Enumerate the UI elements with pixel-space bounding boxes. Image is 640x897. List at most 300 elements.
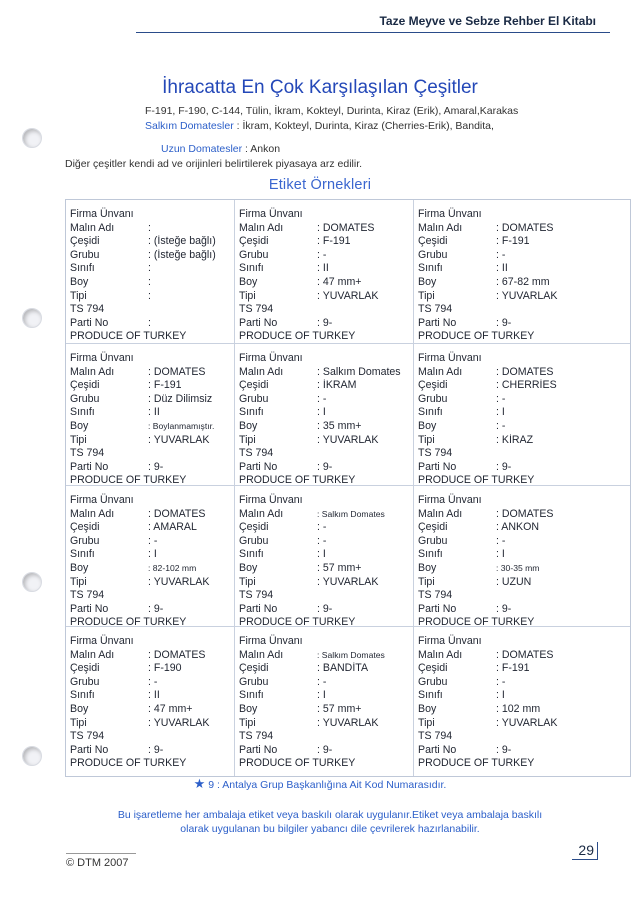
- label-field-row: [70, 290, 230, 304]
- field-name: Malın Adı: [418, 221, 463, 234]
- field-value: : I: [317, 406, 326, 419]
- field-value: : 57 mm+: [317, 702, 362, 715]
- label-card: [66, 200, 235, 344]
- label-field-row: [418, 262, 626, 276]
- field-name: Grubu: [70, 534, 100, 547]
- label-field-row: [418, 676, 626, 690]
- label-field-row: [239, 235, 409, 249]
- origin-label: PRODUCE OF TURKEY: [418, 757, 535, 770]
- standard-code: TS 794: [70, 447, 105, 460]
- label-field-row: [70, 717, 230, 731]
- field-name: Çeşidi: [70, 662, 100, 675]
- star-icon: ★: [193, 776, 206, 791]
- field-value: : F-191: [317, 235, 351, 248]
- field-value: : -: [317, 248, 327, 261]
- field-value: : 9-: [317, 743, 333, 756]
- label-field-row: [239, 521, 409, 535]
- intro-line: F-191, F-190, C-144, Tülin, İkram, Kokteyl, Durinta, Kiraz (Erik), Amaral,Karakas: [145, 105, 519, 117]
- label-field-row: [418, 576, 626, 590]
- firma-label: Firma Ünvanı: [418, 352, 482, 364]
- field-name: Malın Adı: [418, 507, 463, 520]
- label-field-row: [239, 420, 409, 434]
- field-name: Boy: [418, 275, 437, 288]
- intro-text: [65, 104, 625, 172]
- field-value: :: [148, 316, 151, 329]
- field-name: Tipi: [418, 716, 435, 729]
- field-name: Sınıfı: [70, 262, 95, 275]
- label-field-row: [418, 290, 626, 304]
- label-card: [66, 486, 235, 627]
- binder-hole: [22, 308, 42, 328]
- label-field-row: [70, 562, 230, 576]
- field-name: Sınıfı: [70, 406, 95, 419]
- field-name: Grubu: [239, 675, 269, 688]
- label-field-row: [239, 717, 409, 731]
- labeling-note: [60, 808, 600, 836]
- origin-label: PRODUCE OF TURKEY: [70, 757, 187, 770]
- field-value: : 47 mm+: [317, 275, 362, 288]
- standard-code: TS 794: [70, 589, 105, 602]
- label-field-row: [418, 379, 626, 393]
- footnote: [0, 776, 640, 792]
- origin-label: PRODUCE OF TURKEY: [418, 616, 535, 627]
- label-field-row: [239, 535, 409, 549]
- label-field-row: [70, 235, 230, 249]
- field-value: : UZUN: [496, 575, 532, 588]
- label-field-row: [418, 535, 626, 549]
- label-field-row: [70, 393, 230, 407]
- label-field-row: [70, 262, 230, 276]
- firma-label: Firma Ünvanı: [239, 494, 303, 506]
- label-field-row: [239, 676, 409, 690]
- origin-label: PRODUCE OF TURKEY: [70, 330, 187, 343]
- field-name: Parti No: [418, 743, 457, 756]
- field-name: Malın Adı: [239, 365, 284, 378]
- origin-label: PRODUCE OF TURKEY: [418, 474, 535, 486]
- field-value: : I: [317, 689, 326, 702]
- field-value: : DOMATES: [148, 648, 206, 661]
- label-field-row: [239, 548, 409, 562]
- field-name: Grubu: [418, 392, 448, 405]
- intro-label: Salkım Domatesler: [145, 120, 234, 132]
- field-value: : 57 mm+: [317, 561, 362, 574]
- label-field-row: [70, 521, 230, 535]
- label-field-row: [70, 317, 230, 331]
- standard-code: TS 794: [239, 303, 274, 316]
- label-field-row: [418, 235, 626, 249]
- field-name: Parti No: [418, 602, 457, 615]
- label-field-row: [239, 406, 409, 420]
- label-field-row: [239, 508, 409, 522]
- firma-label: Firma Ünvanı: [70, 494, 134, 506]
- field-value: : -: [496, 419, 506, 432]
- field-name: Boy: [239, 419, 258, 432]
- field-name: Tipi: [239, 575, 256, 588]
- field-value: : 9-: [496, 460, 512, 473]
- standard-code: TS 794: [418, 303, 453, 316]
- field-value: : (İsteğe bağlı): [148, 235, 216, 248]
- label-field-row: [418, 406, 626, 420]
- intro-value: : Ankon: [242, 143, 281, 155]
- label-field-row: [239, 662, 409, 676]
- field-value: : F-191: [496, 662, 530, 675]
- page-title: İhracatta En Çok Karşılaşılan Çeşitler: [162, 76, 478, 98]
- note-line: Bu işaretleme her ambalaja etiket veya baskılı olarak uygulanır.Etiket veya ambalaja baskılı: [117, 809, 543, 821]
- field-value: : 9-: [496, 743, 512, 756]
- field-value: : KİRAZ: [496, 433, 534, 446]
- field-value: : Salkım Domates: [317, 649, 385, 660]
- field-value: : 102 mm: [496, 702, 541, 715]
- field-name: Tipi: [70, 575, 87, 588]
- field-name: Tipi: [418, 433, 435, 446]
- field-value: : DOMATES: [496, 507, 554, 520]
- section-subtitle: Etiket Örnekleri: [268, 177, 372, 193]
- label-examples-grid: [65, 199, 631, 777]
- field-value: : -: [317, 392, 327, 405]
- standard-code: TS 794: [239, 447, 274, 460]
- field-name: Parti No: [239, 316, 278, 329]
- standard-code: TS 794: [418, 730, 453, 743]
- firma-label: Firma Ünvanı: [239, 635, 303, 647]
- field-name: Parti No: [70, 602, 109, 615]
- field-value: : -: [496, 392, 506, 405]
- label-field-row: [70, 222, 230, 236]
- field-name: Çeşidi: [239, 662, 269, 675]
- label-field-row: [418, 317, 626, 331]
- copyright-rule: [66, 853, 136, 854]
- binder-hole: [22, 746, 42, 766]
- label-field-row: [418, 521, 626, 535]
- label-field-row: [70, 744, 230, 758]
- firma-label: Firma Ünvanı: [418, 208, 482, 220]
- label-field-row: [239, 649, 409, 663]
- field-name: Boy: [418, 561, 437, 574]
- origin-label: PRODUCE OF TURKEY: [239, 757, 356, 770]
- field-value: :: [148, 221, 151, 234]
- field-value: : II: [496, 262, 508, 275]
- label-field-row: [418, 222, 626, 236]
- field-value: : -: [496, 534, 506, 547]
- field-name: Çeşidi: [239, 379, 269, 392]
- field-name: Çeşidi: [70, 235, 100, 248]
- field-value: : Boylanmamıştır.: [148, 420, 215, 431]
- standard-code: TS 794: [418, 447, 453, 460]
- field-value: :: [148, 262, 151, 275]
- label-field-row: [70, 434, 230, 448]
- label-field-row: [70, 603, 230, 617]
- label-card: [235, 200, 414, 344]
- label-field-row: [418, 249, 626, 263]
- field-name: Parti No: [70, 743, 109, 756]
- footnote-text: 9 : Antalya Grup Başkanlığına Ait Kod Numarasıdır.: [205, 779, 447, 791]
- field-name: Çeşidi: [239, 235, 269, 248]
- label-field-row: [239, 222, 409, 236]
- field-name: Grubu: [418, 675, 448, 688]
- field-name: Sınıfı: [239, 262, 264, 275]
- field-value: : YUVARLAK: [148, 433, 210, 446]
- field-name: Parti No: [239, 460, 278, 473]
- field-name: Grubu: [70, 248, 100, 261]
- field-name: Grubu: [70, 675, 100, 688]
- field-name: Malın Adı: [239, 507, 284, 520]
- field-name: Malın Adı: [239, 221, 284, 234]
- field-name: Grubu: [70, 392, 100, 405]
- field-value: : BANDİTA: [317, 662, 369, 675]
- standard-code: TS 794: [239, 589, 274, 602]
- label-field-row: [418, 548, 626, 562]
- firma-label: Firma Ünvanı: [418, 635, 482, 647]
- field-value: : DOMATES: [148, 365, 206, 378]
- label-field-row: [418, 744, 626, 758]
- field-value: : 9-: [317, 602, 333, 615]
- standard-code: TS 794: [239, 730, 274, 743]
- field-value: : DOMATES: [496, 648, 554, 661]
- field-name: Sınıfı: [239, 689, 264, 702]
- label-field-row: [70, 249, 230, 263]
- label-field-row: [239, 393, 409, 407]
- label-field-row: [239, 379, 409, 393]
- field-value: : I: [148, 548, 157, 561]
- label-field-row: [239, 262, 409, 276]
- field-value: : Düz Dilimsiz: [148, 392, 213, 405]
- label-field-row: [70, 662, 230, 676]
- field-value: : YUVARLAK: [148, 716, 210, 729]
- label-card: [414, 627, 630, 776]
- page-number: 29: [572, 842, 598, 860]
- field-value: : YUVARLAK: [317, 433, 379, 446]
- standard-code: TS 794: [70, 303, 105, 316]
- intro-label: Uzun Domatesler: [161, 143, 243, 155]
- label-field-row: [70, 461, 230, 475]
- field-value: : 9-: [496, 316, 512, 329]
- origin-label: PRODUCE OF TURKEY: [70, 616, 187, 627]
- field-value: : I: [496, 406, 505, 419]
- label-field-row: [239, 290, 409, 304]
- field-value: : -: [148, 534, 158, 547]
- label-field-row: [239, 562, 409, 576]
- field-value: : ANKON: [496, 521, 539, 534]
- field-name: Parti No: [239, 743, 278, 756]
- field-name: Sınıfı: [239, 406, 264, 419]
- field-value: : AMARAL: [148, 521, 197, 534]
- field-name: Tipi: [239, 289, 256, 302]
- field-name: Sınıfı: [418, 262, 443, 275]
- field-value: : YUVARLAK: [148, 575, 210, 588]
- intro-line: [65, 142, 625, 157]
- field-name: Parti No: [239, 602, 278, 615]
- label-field-row: [418, 393, 626, 407]
- label-field-row: [418, 420, 626, 434]
- field-name: Malın Adı: [418, 365, 463, 378]
- origin-label: PRODUCE OF TURKEY: [418, 330, 535, 343]
- label-card: [414, 344, 630, 486]
- label-field-row: [239, 689, 409, 703]
- origin-label: PRODUCE OF TURKEY: [239, 330, 356, 343]
- label-field-row: [70, 276, 230, 290]
- field-value: :: [148, 289, 151, 302]
- field-name: Tipi: [239, 433, 256, 446]
- field-value: : DOMATES: [148, 507, 206, 520]
- copyright: © DTM 2007: [66, 857, 129, 869]
- label-field-row: [418, 461, 626, 475]
- field-value: : YUVARLAK: [317, 289, 379, 302]
- field-value: : 35 mm+: [317, 419, 362, 432]
- firma-label: Firma Ünvanı: [239, 208, 303, 220]
- label-field-row: [418, 649, 626, 663]
- field-value: : 9-: [148, 602, 164, 615]
- field-name: Sınıfı: [418, 689, 443, 702]
- field-value: : F-190: [148, 662, 182, 675]
- field-value: : CHERRİES: [496, 379, 557, 392]
- field-value: : 9-: [317, 316, 333, 329]
- label-field-row: [239, 366, 409, 380]
- field-name: Parti No: [70, 316, 109, 329]
- field-value: : -: [317, 675, 327, 688]
- label-card: [414, 486, 630, 627]
- label-field-row: [418, 717, 626, 731]
- field-value: : -: [496, 675, 506, 688]
- label-field-row: [418, 689, 626, 703]
- field-name: Malın Adı: [70, 365, 115, 378]
- origin-label: PRODUCE OF TURKEY: [239, 616, 356, 627]
- field-value: : Salkım Domates: [317, 365, 401, 378]
- field-value: : 9-: [496, 602, 512, 615]
- field-value: : I: [317, 548, 326, 561]
- field-name: Boy: [70, 702, 89, 715]
- field-name: Grubu: [239, 392, 269, 405]
- field-name: Boy: [70, 419, 89, 432]
- field-value: : 9-: [317, 460, 333, 473]
- field-name: Sınıfı: [70, 548, 95, 561]
- binder-hole: [22, 572, 42, 592]
- label-field-row: [239, 576, 409, 590]
- field-name: Çeşidi: [418, 521, 448, 534]
- label-field-row: [418, 603, 626, 617]
- field-value: : 9-: [148, 460, 164, 473]
- field-value: : 47 mm+: [148, 702, 193, 715]
- label-field-row: [70, 703, 230, 717]
- label-field-row: [418, 703, 626, 717]
- field-name: Çeşidi: [418, 379, 448, 392]
- label-field-row: [418, 662, 626, 676]
- field-value: : YUVARLAK: [317, 575, 379, 588]
- label-card: [235, 627, 414, 776]
- field-value: : DOMATES: [496, 365, 554, 378]
- standard-code: TS 794: [70, 730, 105, 743]
- field-name: Çeşidi: [418, 235, 448, 248]
- label-field-row: [70, 508, 230, 522]
- field-name: Parti No: [418, 460, 457, 473]
- label-field-row: [239, 276, 409, 290]
- standard-code: TS 794: [418, 589, 453, 602]
- field-name: Sınıfı: [239, 548, 264, 561]
- origin-label: PRODUCE OF TURKEY: [70, 474, 187, 486]
- field-name: Grubu: [239, 534, 269, 547]
- firma-label: Firma Ünvanı: [418, 494, 482, 506]
- field-value: : I: [496, 689, 505, 702]
- label-field-row: [239, 434, 409, 448]
- field-value: : YUVARLAK: [496, 289, 558, 302]
- intro-line: Diğer çeşitler kendi ad ve orijinleri belirtilerek piyasaya arz edilir.: [65, 158, 363, 170]
- label-field-row: [418, 366, 626, 380]
- label-field-row: [70, 676, 230, 690]
- field-value: : II: [317, 262, 329, 275]
- label-field-row: [239, 317, 409, 331]
- field-value: : 67-82 mm: [496, 275, 550, 288]
- intro-value: : İkram, Kokteyl, Durinta, Kiraz (Cherries-Erik), Bandita,: [233, 120, 494, 132]
- field-name: Tipi: [418, 289, 435, 302]
- field-name: Çeşidi: [70, 379, 100, 392]
- field-name: Grubu: [239, 248, 269, 261]
- field-name: Tipi: [70, 289, 87, 302]
- field-value: : F-191: [148, 379, 182, 392]
- field-value: : İKRAM: [317, 379, 357, 392]
- running-header: Taze Meyve ve Sebze Rehber El Kitabı: [379, 14, 596, 28]
- field-value: : II: [148, 689, 160, 702]
- label-field-row: [239, 249, 409, 263]
- label-card: [235, 486, 414, 627]
- field-name: Boy: [70, 561, 89, 574]
- field-name: Sınıfı: [70, 689, 95, 702]
- field-name: Malın Adı: [70, 507, 115, 520]
- label-field-row: [239, 744, 409, 758]
- field-name: Sınıfı: [418, 548, 443, 561]
- label-field-row: [70, 379, 230, 393]
- binder-hole: [22, 128, 42, 148]
- field-name: Tipi: [70, 433, 87, 446]
- field-value: : F-191: [496, 235, 530, 248]
- field-value: : -: [496, 248, 506, 261]
- field-name: Tipi: [70, 716, 87, 729]
- field-name: Boy: [418, 419, 437, 432]
- firma-label: Firma Ünvanı: [70, 352, 134, 364]
- field-name: Boy: [418, 702, 437, 715]
- label-card: [235, 344, 414, 486]
- field-name: Tipi: [239, 716, 256, 729]
- field-value: :: [148, 275, 151, 288]
- label-field-row: [70, 689, 230, 703]
- label-field-row: [70, 535, 230, 549]
- field-value: : DOMATES: [317, 221, 375, 234]
- header-rule: [136, 32, 610, 33]
- label-field-row: [70, 649, 230, 663]
- field-name: Malın Adı: [418, 648, 463, 661]
- field-value: : II: [148, 406, 160, 419]
- field-name: Boy: [239, 561, 258, 574]
- field-name: Çeşidi: [418, 662, 448, 675]
- field-name: Malın Adı: [239, 648, 284, 661]
- field-name: Parti No: [70, 460, 109, 473]
- label-field-row: [418, 434, 626, 448]
- field-value: : -: [317, 521, 327, 534]
- field-name: Tipi: [418, 575, 435, 588]
- field-name: Boy: [239, 275, 258, 288]
- firma-label: Firma Ünvanı: [239, 352, 303, 364]
- label-field-row: [418, 562, 626, 576]
- note-line: olarak uygulanan bu bilgiler yabancı dile çevrilerek hazırlanabilir.: [180, 823, 480, 835]
- field-value: : 82-102 mm: [148, 562, 197, 573]
- field-name: Grubu: [418, 534, 448, 547]
- field-value: : 30-35 mm: [496, 562, 540, 573]
- field-name: Sınıfı: [418, 406, 443, 419]
- field-name: Çeşidi: [239, 521, 269, 534]
- field-name: Parti No: [418, 316, 457, 329]
- label-field-row: [70, 420, 230, 434]
- label-field-row: [70, 576, 230, 590]
- label-field-row: [239, 461, 409, 475]
- label-field-row: [70, 548, 230, 562]
- field-name: Malın Adı: [70, 221, 115, 234]
